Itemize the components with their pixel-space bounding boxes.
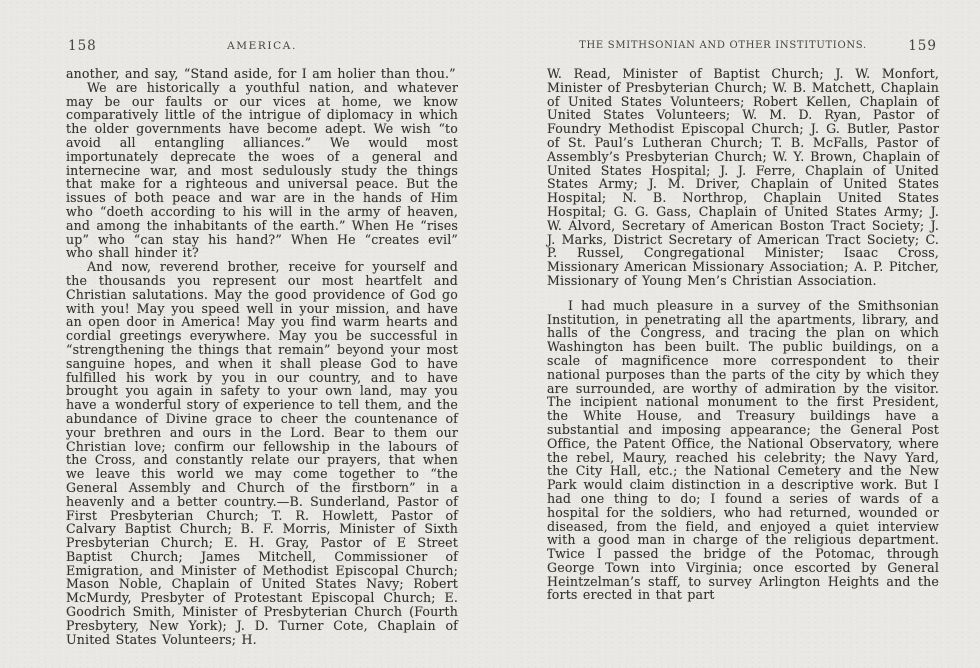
left-running-header — [66, 38, 458, 54]
left-running-head-title: AMERICA. — [227, 40, 297, 52]
right-running-header — [547, 38, 939, 54]
paragraph: We are historically a youthful nation, and whatever may be our faults or our vices at home, we know comparatively little of the intrigue of diplomacy in which the older governments have become adept. We wish “to avoid all entangling alliances.” We would most importunately deprecate the woes of a general and internecine war, and most sedulously study the things that make for a righteous and universal peace. But the issues of both peace and war are in the hands of Him who “doeth according to his will in the army of heaven, and among the inhabitants of the earth.” When He “rises up” who “can stay his hand?” When He “creates evil” who shall hinder it? — [66, 79, 458, 261]
right-running-head-title: THE SMITHSONIAN AND OTHER INSTITUTIONS. — [579, 40, 867, 51]
right-page-text-block — [547, 67, 939, 602]
paragraph: And now, reverend brother, receive for yourself and the thousands you represent our most heartfelt and Christian salutations. May the good providence of God go with you! May you speed well in your mission, and have an open door in America! May you find warm hearts and cordial greetings everywhere. May you be successful in “strengthening the things that remain” beyond your most sanguine hopes, and when it shall please God to have fulfilled his work by you in our country, and to have brought you again in safety to your own land, may you have a wonderful story of experience to tell them, and the abundance of Divine grace to cheer the countenance of your brethren and ours in the Lord. Bear to them our Christian love; confirm our fellowship in the labours of the Cross, and constantly relate our prayers, that when we leave this world we may come together to “the General Assembly and Church of the firstborn” in a heavenly and a better country.—B. Sunderland, Pastor of First Presbyterian Church; T. R. Howlett, Pastor of Calvary Baptist Church; B. F. Morris, Minister of Sixth Presbyterian Church; E. H. Gray, Pastor of E Street Baptist Church; James Mitchell, Commissioner of Emigration, and Minister of Methodist Episcopal Church; Mason Noble, Chaplain of United States Navy; Robert McMurdy, Presbyter of Protestant Episcopal Church; E. Goodrich Smith, Minister of Presbyterian Church (Fourth Presbytery, New York); J. D. Turner Cote, Chaplain of United States Volunteers; H. — [66, 259, 458, 647]
paragraph: I had much pleasure in a survey of the Smithsonian Institution, in penetrating all the apartments, library, and halls of the Congress, and tracing the plan on which Washington has been built. The public buildings, on a scale of magnificence more correspondent to their national purposes than the parts of the city by which they are surrounded, are worthy of admiration by the visitor. The incipient national monument to the first President, the White House, and Treasury buildings have a substantial and imposing appearance; the General Post Office, the Patent Office, the National Observatory, where the rebel, Maury, reached his celebrity; the Navy Yard, the City Hall, etc.; the National Cemetery and the New Park would claim distinction in a descriptive work. But I had one thing to do; I found a series of wards of a hospital for the soldiers, who had returned, wounded or diseased, from the field, and enjoyed a quiet interview with a good man in charge of the religious department. Twice I passed the bridge of the Potomac, through George Town into Virginia; once escorted by General Heintzelman’s staff, to survey Arlington Heights and the forts erected in that part — [547, 297, 939, 603]
paragraph: another, and say, “Stand aside, for I am holier than thou.” — [66, 66, 456, 81]
paragraph: W. Read, Minister of Baptist Church; J. W. Monfort, Minister of Presbyterian Church; W. B. Matchett, Chaplain of United States Volunteers; Robert Kellen, Chaplain of United States Volunteers; W. M. D. Ryan, Pastor of Foundry Methodist Episcopal Church; J. G. Butler, Pastor of St. Paul’s Lutheran Church; T. B. McFalls, Pastor of Assembly’s Presbyterian Church; W. Y. Brown, Chaplain of United States Hospital; J. J. Ferre, Chaplain of United States Army; J. M. Driver, Chaplain of United States Hospital; N. B. Northrop, Chaplain United States Hospital; G. G. Gass, Chaplain of United States Army; J. W. Alvord, Secretary of American Boston Tract Society; J. J. Marks, District Secretary of American Tract Society; C. P. Russel, Congregational Minister; Isaac Cross, Missionary American Missionary Association; A. P. Pitcher, Missionary of Young Men’s Christian Association. — [547, 66, 939, 288]
book-page-left — [66, 38, 458, 646]
left-page-text-block — [66, 67, 458, 646]
book-page-right — [547, 38, 939, 602]
right-page-number: 159 — [908, 38, 937, 54]
left-page-number: 158 — [68, 38, 97, 54]
